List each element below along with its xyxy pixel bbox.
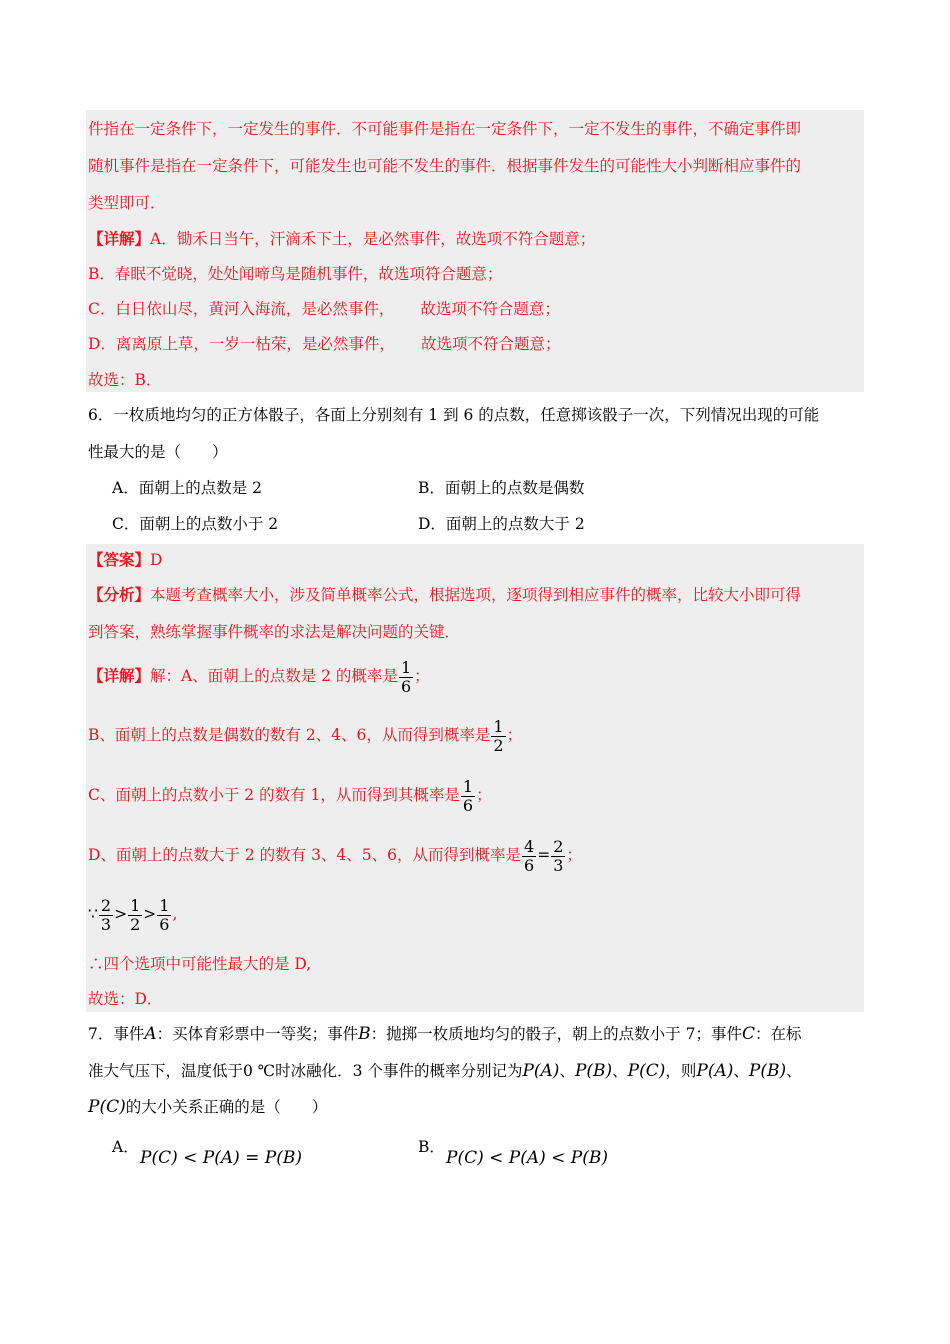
q6-therefore: ∴四个选项中可能性最大的是 D, bbox=[88, 955, 312, 973]
fraction: $\frac{2}{3}$ bbox=[100, 895, 112, 934]
q6-answer: 【答案】D bbox=[88, 550, 163, 569]
q6-detail-d: D、面朝上的点数大于 2 的数有 3、4、5、6，从而得到概率是 $\frac{4}{6}$ = $\frac{2}{3}$ ； bbox=[88, 836, 582, 875]
fraction: $\frac{2}{3}$ bbox=[553, 836, 564, 875]
q6-analysis-line-2: 到答案，熟练掌握事件概率的求法是解决问题的关键． bbox=[88, 623, 461, 641]
q6-option-d: D．面朝上的点数大于 2 bbox=[418, 515, 585, 533]
prev-detail-d: D．离离原上草，一岁一枯荣，是必然事件， 故选项不符合题意； bbox=[88, 335, 561, 353]
prev-explain-line-1: 件指在一定条件下，一定发生的事件．不可能事件是指在一定条件下，一定不发生的事件，不确定事件即 bbox=[88, 120, 802, 138]
prev-detail-c: C．白日依山尽，黄河入海流，是必然事件， 故选项不符合题意； bbox=[88, 300, 560, 318]
fraction: $\frac{1}{2}$ bbox=[493, 716, 504, 755]
detail-tag: 【详解】 bbox=[88, 229, 151, 248]
q6-detail-c: C、面朝上的点数小于 2 的数有 1，从而得到其概率是 $\frac{1}{6}$ ； bbox=[88, 776, 492, 815]
q7-option-b-expr: P(C) < P(A) < P(B) bbox=[446, 1148, 608, 1168]
q6-option-a: A．面朝上的点数是 2 bbox=[112, 479, 262, 497]
q7-stem-line-3: P(C)的大小关系正确的是（ ） bbox=[88, 1097, 328, 1117]
q7-stem-line-1: 7．事件A：买体育彩票中一等奖；事件B：抛掷一枚质地均匀的骰子，朝上的点数小于 7；事件C：在标 bbox=[88, 1024, 802, 1044]
q7-option-a-expr: P(C) < P(A) = P(B) bbox=[140, 1148, 302, 1168]
q7-option-b-label: B． bbox=[418, 1138, 445, 1156]
q6-analysis-line-1: 【分析】本题考查概率大小，涉及简单概率公式，根据选项，逐项得到相应事件的概率，比较大小即可得 bbox=[88, 585, 802, 604]
prev-conclusion: 故选：B． bbox=[88, 371, 162, 389]
fraction: $\frac{1}{6}$ bbox=[400, 657, 412, 696]
prev-explain-line-3: 类型即可． bbox=[88, 194, 166, 212]
fraction: $\frac{1}{2}$ bbox=[130, 895, 141, 934]
q6-stem-line-1: 6．一枚质地均匀的正方体骰子，各面上分别刻有 1 到 6 的点数，任意掷该骰子一次，下列情况出现的可能 bbox=[88, 406, 820, 424]
q7-stem-line-2: 准大气压下，温度低于0 ℃时冰融化．3 个事件的概率分别记为P(A)、P(B)、P(C)，则P(A)、P(B)、 bbox=[88, 1061, 802, 1081]
q6-option-c: C．面朝上的点数小于 2 bbox=[112, 515, 279, 533]
prev-explain-line-2: 随机事件是指在一定条件下，可能发生也可能不发生的事件．根据事件发生的可能性大小判断相应事件的 bbox=[88, 157, 802, 175]
q6-option-b: B．面朝上的点数是偶数 bbox=[418, 479, 585, 497]
q6-detail-a: 【详解】解：A、面朝上的点数是 2 的概率是 $\frac{1}{6}$ ； bbox=[88, 657, 430, 696]
prev-detail-b: B．春眠不觉晓，处处闻啼鸟是随机事件，故选项符合题意； bbox=[88, 265, 503, 283]
fraction: $\frac{1}{6}$ bbox=[462, 776, 474, 815]
q6-stem-line-2: 性最大的是（ ） bbox=[88, 443, 228, 461]
fraction: $\frac{1}{6}$ bbox=[159, 895, 170, 934]
fraction: $\frac{4}{6}$ bbox=[524, 836, 535, 875]
q6-detail-b: B、面朝上的点数是偶数的数有 2、4、6，从而得到概率是 $\frac{1}{2}$ ； bbox=[88, 716, 523, 755]
q7-option-a-label: A． bbox=[112, 1138, 139, 1156]
prev-detail-a: 【详解】A．锄禾日当午，汗滴禾下土，是必然事件，故选项不符合题意； bbox=[88, 229, 596, 248]
q6-comparison: ∵ $\frac{2}{3}$ > $\frac{1}{2}$ > $\frac{1}{6}$ , bbox=[88, 895, 178, 934]
q6-conclusion: 故选：D． bbox=[88, 990, 163, 1008]
